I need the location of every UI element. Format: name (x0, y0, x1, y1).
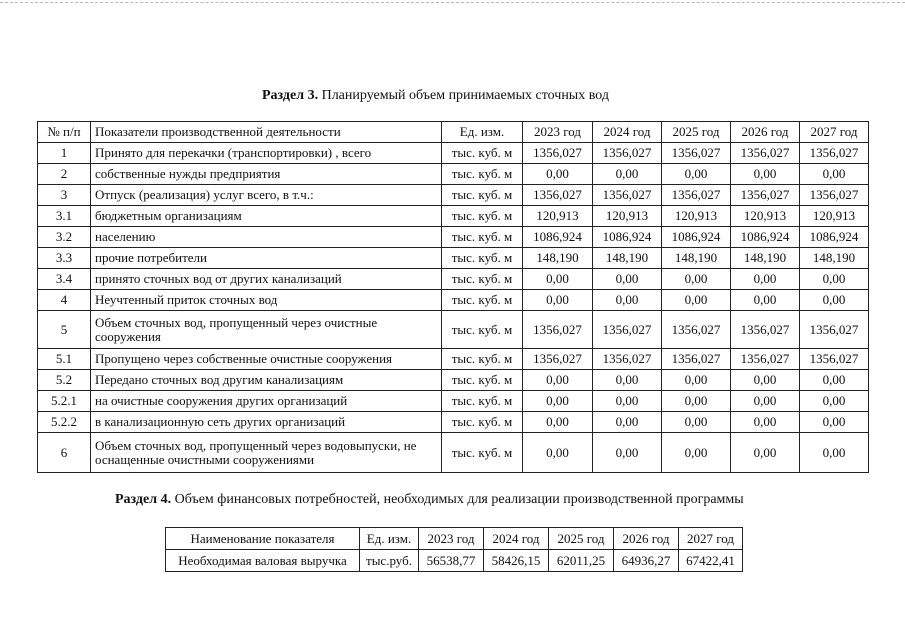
unit-cell: тыс. куб. м (442, 143, 523, 164)
value-cell: 1356,027 (731, 185, 800, 206)
value-cell: 0,00 (800, 433, 869, 473)
col-header-2026: 2026 год (731, 122, 800, 143)
row-number: 6 (38, 433, 91, 473)
section4-title: Объем финансовых потребностей, необходимых для реализации производственной программы (174, 492, 744, 507)
col-header-indicator-name: Наименование показателя (166, 528, 360, 550)
value-cell: 0,00 (593, 269, 662, 290)
col-header-2027: 2027 год (679, 528, 743, 550)
value-cell: 1086,924 (662, 227, 731, 248)
section3-heading (262, 88, 609, 104)
col-header-2023: 2023 год (523, 122, 593, 143)
indicator-name: Отпуск (реализация) услуг всего, в т.ч.: (91, 185, 442, 206)
table-row (38, 185, 869, 206)
value-cell: 1086,924 (523, 227, 593, 248)
value-cell: 56538,77 (419, 550, 484, 572)
col-header-2026: 2026 год (614, 528, 679, 550)
value-cell: 1356,027 (800, 143, 869, 164)
table-row (38, 248, 869, 269)
value-cell: 1356,027 (731, 143, 800, 164)
value-cell: 0,00 (662, 433, 731, 473)
col-header-2025: 2025 год (549, 528, 614, 550)
value-cell: 0,00 (662, 370, 731, 391)
page-top-border (0, 2, 905, 3)
unit-cell: тыс. куб. м (442, 349, 523, 370)
col-header-unit: Ед. изм. (360, 528, 419, 550)
value-cell: 0,00 (662, 412, 731, 433)
unit-cell: тыс. куб. м (442, 412, 523, 433)
value-cell: 1356,027 (662, 311, 731, 349)
value-cell: 0,00 (662, 164, 731, 185)
value-cell: 1356,027 (593, 185, 662, 206)
value-cell: 0,00 (800, 269, 869, 290)
value-cell: 120,913 (523, 206, 593, 227)
value-cell: 1086,924 (731, 227, 800, 248)
row-number: 3.4 (38, 269, 91, 290)
value-cell: 1356,027 (731, 311, 800, 349)
value-cell: 1356,027 (662, 349, 731, 370)
value-cell: 0,00 (731, 433, 800, 473)
section3-header-row (38, 122, 869, 143)
value-cell: 120,913 (731, 206, 800, 227)
row-number: 5.2.2 (38, 412, 91, 433)
value-cell: 1356,027 (523, 185, 593, 206)
value-cell: 1356,027 (593, 349, 662, 370)
row-number: 3.3 (38, 248, 91, 269)
unit-cell: тыс. куб. м (442, 370, 523, 391)
table-row (38, 206, 869, 227)
value-cell: 0,00 (800, 164, 869, 185)
row-number: 3 (38, 185, 91, 206)
value-cell: 0,00 (593, 290, 662, 311)
value-cell: 1356,027 (662, 143, 731, 164)
col-header-unit: Ед. изм. (442, 122, 523, 143)
value-cell: 0,00 (523, 433, 593, 473)
indicator-name: Объем сточных вод, пропущенный через очистные сооружения (91, 311, 442, 349)
value-cell: 0,00 (800, 412, 869, 433)
col-header-2027: 2027 год (800, 122, 869, 143)
indicator-name: бюджетным организациям (91, 206, 442, 227)
table-row (38, 143, 869, 164)
value-cell: 0,00 (523, 164, 593, 185)
row-number: 3.1 (38, 206, 91, 227)
row-number: 4 (38, 290, 91, 311)
unit-cell: тыс. куб. м (442, 311, 523, 349)
value-cell: 0,00 (523, 370, 593, 391)
value-cell: 1086,924 (593, 227, 662, 248)
value-cell: 1356,027 (800, 349, 869, 370)
table-row (38, 349, 869, 370)
row-number: 5.2 (38, 370, 91, 391)
value-cell: 0,00 (731, 269, 800, 290)
col-header-2023: 2023 год (419, 528, 484, 550)
row-number: 3.2 (38, 227, 91, 248)
unit-cell: тыс. куб. м (442, 269, 523, 290)
unit-cell: тыс. куб. м (442, 290, 523, 311)
col-header-2025: 2025 год (662, 122, 731, 143)
indicator-name: Передано сточных вод другим канализациям (91, 370, 442, 391)
value-cell: 0,00 (662, 391, 731, 412)
section4-header-row (166, 528, 743, 550)
value-cell: 0,00 (593, 370, 662, 391)
value-cell: 0,00 (800, 290, 869, 311)
value-cell: 1356,027 (523, 311, 593, 349)
indicator-name: принято сточных вод от других канализаций (91, 269, 442, 290)
indicator-name: населению (91, 227, 442, 248)
unit-cell: тыс. куб. м (442, 227, 523, 248)
value-cell: 0,00 (731, 290, 800, 311)
value-cell: 67422,41 (679, 550, 743, 572)
value-cell: 0,00 (523, 269, 593, 290)
indicator-name: Неучтенный приток сточных вод (91, 290, 442, 311)
section4-label: Раздел 4. (115, 492, 172, 507)
indicator-name: Принято для перекачки (транспортировки) , всего (91, 143, 442, 164)
table-row (38, 433, 869, 473)
section3-table (37, 121, 869, 473)
col-header-2024: 2024 год (593, 122, 662, 143)
unit-cell: тыс. куб. м (442, 185, 523, 206)
value-cell: 0,00 (731, 412, 800, 433)
value-cell: 0,00 (593, 164, 662, 185)
value-cell: 1356,027 (523, 349, 593, 370)
value-cell: 120,913 (800, 206, 869, 227)
value-cell: 120,913 (593, 206, 662, 227)
value-cell: 0,00 (593, 391, 662, 412)
value-cell: 0,00 (731, 391, 800, 412)
indicator-name: Пропущено через собственные очистные сооружения (91, 349, 442, 370)
unit-cell: тыс. куб. м (442, 164, 523, 185)
unit-cell: тыс. куб. м (442, 433, 523, 473)
value-cell: 0,00 (523, 391, 593, 412)
indicator-name: Необходимая валовая выручка (166, 550, 360, 572)
col-header-num: № п/п (38, 122, 91, 143)
value-cell: 1086,924 (800, 227, 869, 248)
value-cell: 0,00 (662, 290, 731, 311)
value-cell: 0,00 (731, 370, 800, 391)
unit-cell: тыс. куб. м (442, 248, 523, 269)
value-cell: 0,00 (523, 290, 593, 311)
row-number: 5.2.1 (38, 391, 91, 412)
value-cell: 62011,25 (549, 550, 614, 572)
row-number: 1 (38, 143, 91, 164)
value-cell: 148,190 (523, 248, 593, 269)
unit-cell: тыс. куб. м (442, 206, 523, 227)
indicator-name: собственные нужды предприятия (91, 164, 442, 185)
table-row (38, 164, 869, 185)
value-cell: 148,190 (731, 248, 800, 269)
section4-heading (115, 492, 744, 508)
table-row (38, 391, 869, 412)
value-cell: 1356,027 (731, 349, 800, 370)
value-cell: 0,00 (800, 391, 869, 412)
indicator-name: Объем сточных вод, пропущенный через водовыпуски, не оснащенные очистными сооружениями (91, 433, 442, 473)
unit-cell: тыс.руб. (360, 550, 419, 572)
unit-cell: тыс. куб. м (442, 391, 523, 412)
value-cell: 1356,027 (662, 185, 731, 206)
table-row (166, 550, 743, 572)
value-cell: 1356,027 (523, 143, 593, 164)
value-cell: 0,00 (731, 164, 800, 185)
section4-table (165, 527, 743, 572)
value-cell: 148,190 (593, 248, 662, 269)
indicator-name: прочие потребители (91, 248, 442, 269)
table-row (38, 412, 869, 433)
value-cell: 1356,027 (593, 311, 662, 349)
value-cell: 1356,027 (800, 311, 869, 349)
table-row (38, 311, 869, 349)
value-cell: 1356,027 (593, 143, 662, 164)
table-row (38, 290, 869, 311)
value-cell: 0,00 (523, 412, 593, 433)
section3-label: Раздел 3. (262, 88, 319, 103)
row-number: 5.1 (38, 349, 91, 370)
value-cell: 148,190 (800, 248, 869, 269)
table-row (38, 227, 869, 248)
row-number: 2 (38, 164, 91, 185)
indicator-name: на очистные сооружения других организаций (91, 391, 442, 412)
section3-title: Планируемый объем принимаемых сточных вод (321, 88, 609, 103)
value-cell: 1356,027 (800, 185, 869, 206)
value-cell: 120,913 (662, 206, 731, 227)
value-cell: 148,190 (662, 248, 731, 269)
table-row (38, 269, 869, 290)
value-cell: 0,00 (593, 412, 662, 433)
value-cell: 0,00 (593, 433, 662, 473)
value-cell: 0,00 (800, 370, 869, 391)
table-row (38, 370, 869, 391)
col-header-indicator: Показатели производственной деятельности (91, 122, 442, 143)
row-number: 5 (38, 311, 91, 349)
indicator-name: в канализационную сеть других организаций (91, 412, 442, 433)
value-cell: 58426,15 (484, 550, 549, 572)
col-header-2024: 2024 год (484, 528, 549, 550)
value-cell: 0,00 (662, 269, 731, 290)
value-cell: 64936,27 (614, 550, 679, 572)
